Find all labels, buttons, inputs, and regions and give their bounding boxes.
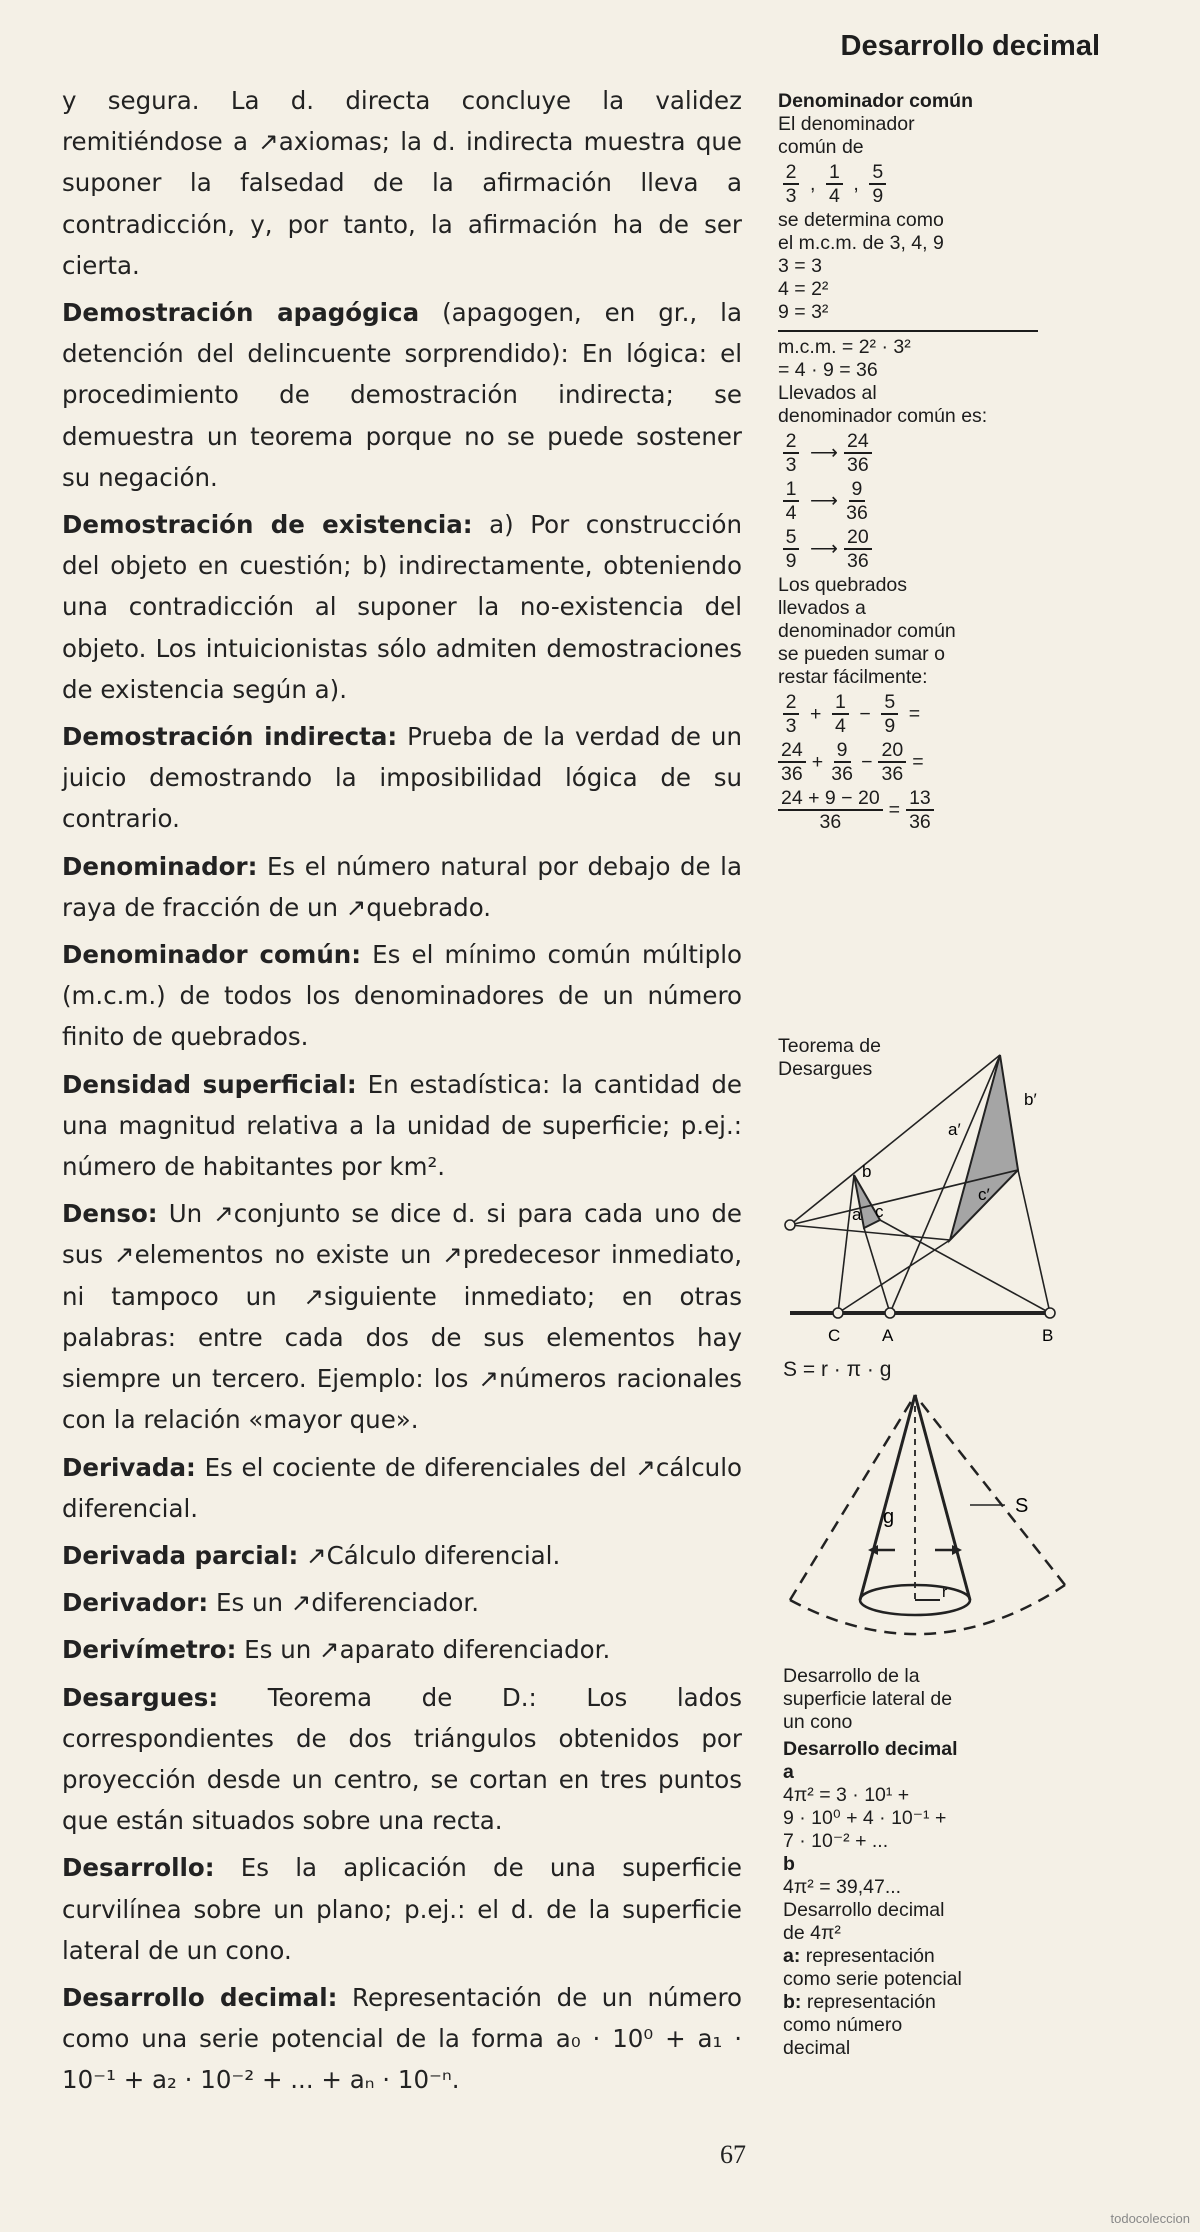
- fraction: [778, 739, 806, 785]
- main-column: [62, 80, 742, 2107]
- entry-text: En estadística: la cantidad de una magnitud relativa a la unidad de superficie; p.ej.: número de habitantes por km².: [62, 1069, 742, 1182]
- fraction: [878, 739, 906, 785]
- entry-text: Es un ↗diferenciador.: [215, 1588, 480, 1618]
- numerator: 2: [783, 430, 800, 454]
- caption-line: superficie lateral de: [783, 1688, 953, 1710]
- arrow-icon: ⟶: [810, 489, 838, 512]
- label-c: c: [875, 1202, 884, 1221]
- note-a-label: a:: [783, 1945, 801, 1967]
- numerator: 5: [869, 161, 886, 185]
- fraction: [844, 478, 870, 524]
- numerator: 20: [878, 739, 906, 763]
- entry-term: Derivador:: [62, 1588, 209, 1618]
- operator: =: [912, 750, 924, 773]
- dd-line: representación: [805, 1945, 935, 1967]
- denominator: 36: [831, 763, 853, 785]
- caption-line: Desargues: [778, 1058, 873, 1080]
- entry-term: Desargues:: [62, 1682, 219, 1712]
- fraction: [778, 691, 804, 737]
- fraction: [778, 161, 804, 207]
- dictionary-entry: [62, 1447, 742, 1529]
- dictionary-entry: [62, 292, 742, 498]
- fraction: [821, 161, 847, 207]
- numerator: 2: [783, 161, 800, 185]
- cone-formula: S = r · π · g: [783, 1358, 892, 1381]
- operator: −: [859, 702, 871, 725]
- conversion-row: [778, 526, 1078, 572]
- entry-term: Denso:: [62, 1199, 158, 1229]
- entry-term: Derivímetro:: [62, 1635, 237, 1665]
- dictionary-entry: [62, 1847, 742, 1971]
- cone-label-g: g: [883, 1506, 895, 1528]
- fraction: [877, 691, 903, 737]
- entry-text: Un ↗conjunto se dice d. si para cada uno de sus ↗elementos no existe un ↗predecesor inmediato, ni tampoco un ↗siguiente inmediato; en otras palabras: entre cada dos de sus elementos hay siempre un tercero. Ejemplo: los ↗números racionales con la relación «mayor que».: [62, 1199, 742, 1435]
- cone-caption: [783, 1665, 962, 2060]
- operator: =: [908, 702, 921, 725]
- divider: [778, 330, 1038, 332]
- comma: ,: [853, 172, 859, 195]
- conversion-row: [778, 430, 1078, 476]
- dictionary-entry: [62, 504, 742, 710]
- numerator: 20: [844, 526, 872, 550]
- dc-line: Llevados al: [778, 382, 877, 404]
- entry-term: Desarrollo decimal:: [62, 1982, 338, 2012]
- dd-title: Desarrollo decimal: [783, 1738, 958, 1760]
- denominator: 4: [834, 715, 846, 737]
- fraction-list: [778, 161, 1078, 207]
- entry-text: Es un ↗aparato diferenciador.: [244, 1635, 611, 1665]
- caption-line: Desarrollo de la: [783, 1665, 920, 1687]
- entry-text: Es la aplicación de una superficie curvilínea sobre un plano; p.ej.: el d. de la superficie lateral de un cono.: [62, 1853, 742, 1965]
- equals-sign: =: [888, 798, 901, 821]
- factor-line: 3 = 3: [778, 255, 822, 277]
- fraction: [844, 526, 872, 572]
- dc-line: denominador común: [778, 620, 956, 642]
- arrow-icon: ⟶: [810, 537, 838, 560]
- numerator: 24: [844, 430, 872, 454]
- conversion-list: [778, 430, 1078, 572]
- label-b: b: [862, 1162, 872, 1181]
- numerator: 5: [881, 691, 898, 715]
- denominator: 36: [846, 550, 869, 572]
- denominator: 36: [846, 502, 868, 524]
- dd-line: decimal: [783, 2037, 851, 2059]
- dc-title: Denominador común: [778, 90, 974, 112]
- denominator: 4: [785, 502, 797, 524]
- dc-line: se determina como: [778, 209, 944, 231]
- dd-label-b: b: [783, 1853, 795, 1875]
- sum-line: [778, 787, 1078, 833]
- dictionary-entry: [62, 1535, 742, 1576]
- label-B: B: [1042, 1326, 1054, 1345]
- dictionary-entry: [62, 1064, 742, 1188]
- fraction: [778, 478, 804, 524]
- sum-line: [778, 691, 1078, 737]
- denominator: 9: [872, 185, 884, 207]
- numerator: 2: [783, 691, 800, 715]
- dd-label-a: a: [783, 1761, 794, 1783]
- denominator: 36: [881, 763, 904, 785]
- operator: −: [861, 750, 873, 773]
- numerator: 5: [783, 526, 800, 550]
- denominator: 3: [785, 454, 797, 476]
- label-a: a: [852, 1205, 862, 1224]
- numerator: 9: [849, 478, 866, 502]
- dc-line: restar fácilmente:: [778, 666, 928, 688]
- caption-line: un cono: [783, 1711, 853, 1733]
- dictionary-entry: [62, 716, 742, 840]
- entry-text: Es el cociente de diferenciales del ↗cálculo diferencial.: [62, 1452, 742, 1523]
- label-A: A: [882, 1326, 894, 1345]
- dd-line: Desarrollo decimal: [783, 1899, 945, 1921]
- entry-term: Derivada parcial:: [62, 1540, 299, 1570]
- denominator: 4: [828, 185, 840, 207]
- dd-line: como número: [783, 2014, 903, 2036]
- dc-line: el m.c.m. de 3, 4, 9: [778, 232, 944, 254]
- sum-denominator: 36: [819, 811, 842, 833]
- caption-line: Teorema de: [778, 1035, 881, 1057]
- denominator: 36: [846, 454, 869, 476]
- label-b-prime: b′: [1024, 1090, 1037, 1109]
- dictionary-entry: [62, 1193, 742, 1440]
- label-a-prime: a′: [948, 1120, 961, 1139]
- arrow-icon: ⟶: [810, 441, 838, 464]
- denominator: 36: [781, 763, 803, 785]
- dictionary-entry: [62, 934, 742, 1058]
- mcm-line: m.c.m. = 2² · 3²: [778, 336, 911, 358]
- fraction: [865, 161, 891, 207]
- numerator: 1: [783, 478, 800, 502]
- fraction: [827, 691, 853, 737]
- dc-line: El denominador: [778, 113, 915, 135]
- entry-text: Es el número natural por debajo de la raya de fracción de un ↗quebrado.: [62, 851, 742, 922]
- entry-text: (apagogen, en gr., la detención del delincuente sorprendido): En lógica: el procedimiento de demostración indirecta; se demuestra un teorema porque no se puede sostener su negación.: [62, 298, 743, 492]
- label-c-prime: c′: [978, 1185, 990, 1204]
- result-numerator: 13: [906, 787, 934, 811]
- entry-term: Denominador común:: [62, 940, 362, 970]
- dd-line: 4π² = 39,47...: [783, 1876, 902, 1898]
- entry-text: Es el mínimo común múltiplo (m.c.m.) de todos los denominadores de un número finito de quebrados.: [62, 940, 742, 1052]
- denominator: 3: [785, 715, 797, 737]
- entry-term: Desarrollo:: [62, 1853, 215, 1883]
- side-column: [778, 90, 1078, 835]
- dc-line: Los quebrados: [778, 574, 908, 596]
- operator: +: [810, 702, 822, 725]
- dictionary-entry: [62, 846, 742, 928]
- dc-line: denominador común es:: [778, 405, 988, 427]
- comma: ,: [810, 172, 816, 195]
- entry-term: Demostración indirecta:: [62, 722, 398, 752]
- result-denominator: 36: [909, 811, 931, 833]
- fraction: [778, 430, 804, 476]
- mcm-line: = 4 · 9 = 36: [778, 359, 878, 381]
- factor-line: 9 = 3²: [778, 301, 829, 323]
- cone-label-S: S: [1015, 1495, 1029, 1517]
- dd-line: de 4π²: [783, 1922, 841, 1944]
- entry-text: a) Por construcción del objeto en cuestión; b) indirectamente, obteniendo una contradicción al suponer la no-existencia del objeto. Los intuicionistas sólo admiten demostraciones de existencia según a).: [62, 510, 742, 704]
- operator: +: [811, 750, 824, 773]
- dd-line: 7 · 10⁻² + ...: [783, 1830, 889, 1852]
- dd-line: representación: [806, 1991, 936, 2013]
- entry-term: Demostración apagógica: [62, 298, 420, 328]
- dc-line: llevados a: [778, 597, 866, 619]
- numerator: 9: [834, 739, 851, 763]
- entry-text: Prueba de la verdad de un juicio demostrando la imposibilidad lógica de su contrario.: [62, 722, 742, 834]
- denominator: 9: [785, 550, 797, 572]
- dc-line: común de: [778, 136, 864, 158]
- page-number: 67: [720, 2140, 746, 2169]
- dictionary-entry: [62, 1977, 742, 2101]
- paragraph-intro: y segura. La d. directa concluye la validez remitiéndose a ↗axiomas; la d. indirecta muestra que suponer la falsedad de la afirmación lleva a contradicción, y, por tanto, la afirmación ha de ser cierta.: [62, 86, 742, 280]
- dd-line: 9 · 10⁰ + 4 · 10⁻¹ +: [783, 1807, 947, 1829]
- watermark: todocoleccion: [1110, 2211, 1190, 2226]
- sum-line: [778, 739, 1078, 785]
- fraction: [829, 739, 855, 785]
- numerator: 1: [826, 161, 843, 185]
- denominator: 3: [785, 185, 797, 207]
- dd-line: 4π² = 3 · 10¹ +: [783, 1784, 910, 1806]
- cone-label-r: r: [942, 1584, 948, 1601]
- conversion-row: [778, 478, 1078, 524]
- entry-text: ↗Cálculo diferencial.: [306, 1540, 561, 1570]
- entry-term: Densidad superficial:: [62, 1069, 357, 1099]
- entry-text: Teorema de D.: Los lados correspondientes de dos triángulos obtenidos por proyección desde un centro, se cortan en tres puntos que están situados sobre una recta.: [62, 1682, 742, 1836]
- numerator: 1: [832, 691, 849, 715]
- note-b-label: b:: [783, 1991, 802, 2013]
- sum-numerator: 24 + 9 − 20: [778, 787, 883, 811]
- dictionary-entry: [62, 1582, 742, 1623]
- cone-figure: [780, 1385, 1080, 1645]
- entry-term: Demostración de existencia:: [62, 510, 473, 540]
- label-C: C: [828, 1326, 841, 1345]
- dictionary-entry: [62, 1677, 742, 1842]
- entry-term: Derivada:: [62, 1452, 196, 1482]
- denominator: 9: [884, 715, 896, 737]
- fraction: [778, 526, 804, 572]
- factor-line: 4 = 2²: [778, 278, 829, 300]
- dc-line: se pueden sumar o: [778, 643, 945, 665]
- desargues-figure: [780, 1045, 1080, 1345]
- dd-line: como serie potencial: [783, 1968, 962, 1990]
- numerator: 24: [778, 739, 806, 763]
- page-title: Desarrollo decimal: [840, 30, 1100, 62]
- entries-list: [62, 292, 742, 2101]
- entry-term: Denominador:: [62, 851, 258, 881]
- dictionary-entry: [62, 1629, 742, 1670]
- fraction: [844, 430, 872, 476]
- entry-text: Representación de un número como una serie potencial de la forma a₀ · 10⁰ + a₁ · 10⁻¹ + a₂ · 10⁻² + ... + aₙ · 10⁻ⁿ.: [62, 1982, 742, 2095]
